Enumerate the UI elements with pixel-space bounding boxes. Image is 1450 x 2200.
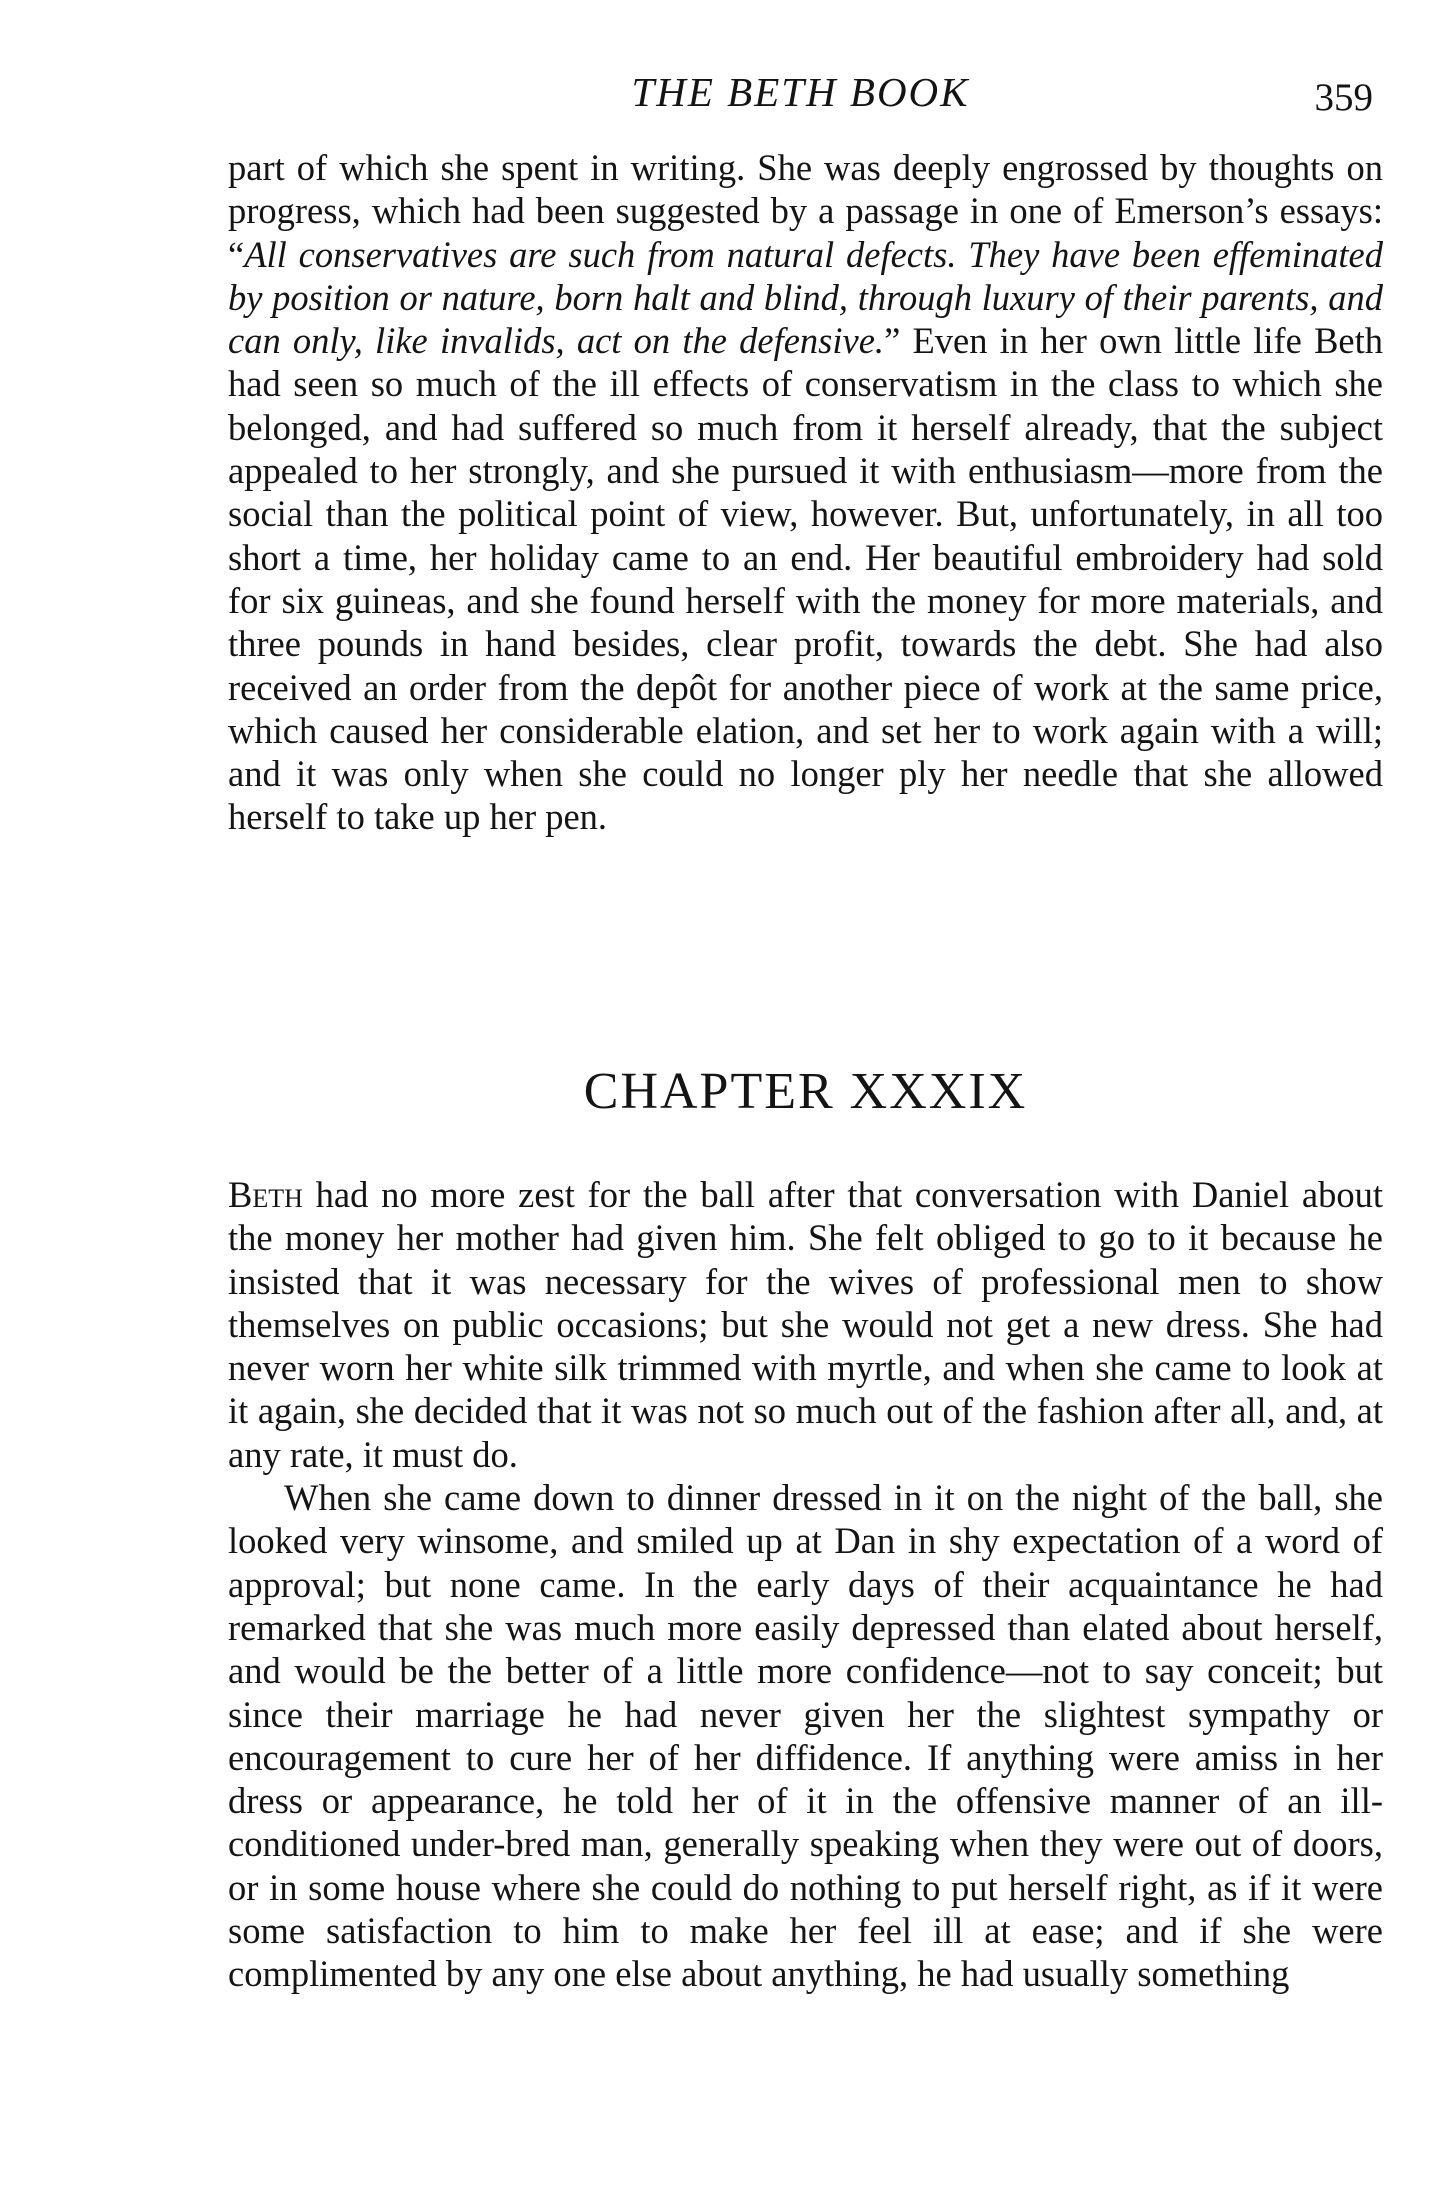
paragraph-text-part2: ” Even in her own little life Beth had seen so much of the ill effects of conservatism in the class to which she belonged, and had suffered so much from it herself already, that the subject appealed to her strongly, and she pursued it with enthusiasm—more from the social than the political point of view, however. But, unfortunately, in all too short a time, her holiday came to an end. Her beautiful embroidery had sold for six guineas, and she found herself with the money for more materials, and three pounds in hand besides, clear profit, towards the debt. She had also received an order from the depôt for another piece of work at the same price, which caused her considerable elation, and set her to work again with a will; and it was only when she could no longer ply her needle that she allowed herself to take up her pen. — [228, 320, 1384, 838]
chapter-paragraph-2: When she came down to dinner dressed in it on the night of the ball, she looked very winsome, and smiled up at Dan in shy expectation of a word of approval; but none came. In the early days of their acquaintance he had remarked that she was much more easily depressed than elated about herself, and would be the better of a little more confidence—not to say conceit; but since their marriage he had never given her the slightest sympathy or encouragement to cure her of her diffidence. If anything were amiss in her dress or appearance, he told her of it in the offensive manner of an ill-conditioned under-bred man, generally speaking when they were out of doors, or in some house where she could do nothing to put herself right, as if it were some satisfaction to him to make her feel ill at ease; and if she were complimented by any one else about anything, he had usually something — [228, 1477, 1383, 1995]
chapter-heading: CHAPTER XXXIX — [583, 1063, 1028, 1120]
continued-text-block — [228, 146, 1383, 839]
paragraph-text-part1: part of which she spent in writing. She was deeply engrossed by thoughts on progress, which had been suggested by a passage in one of Emerson’s essays: “ — [228, 147, 1383, 275]
running-title: THE BETH BOOK — [631, 69, 970, 115]
running-head — [228, 66, 1373, 126]
chapter-paragraph-1 — [228, 1173, 1383, 1476]
chapter-text-block — [228, 1173, 1383, 1996]
chapter-first-word: Beth — [228, 1174, 303, 1215]
continued-paragraph — [228, 146, 1383, 839]
chapter-paragraph-1-text: had no more zest for the ball after that conversation with Daniel about the money her mother had given him. She felt obliged to go to it because he insisted that it was necessary for the wives of professional men to show themselves on public occasions; but she would not get a new dress. She had never worn her white silk trimmed with myrtle, and when she came to look at it again, she decided that it was not so much out of the fashion after all, and, at any rate, it must do. — [228, 1174, 1383, 1475]
page-number: 359 — [1314, 76, 1373, 119]
emerson-quote: All conservatives are such from natural defects. They have been effeminated by position or nature, born halt and blind, through luxury of their parents, and can only, like invalids, act on the defensive. — [228, 233, 1383, 362]
